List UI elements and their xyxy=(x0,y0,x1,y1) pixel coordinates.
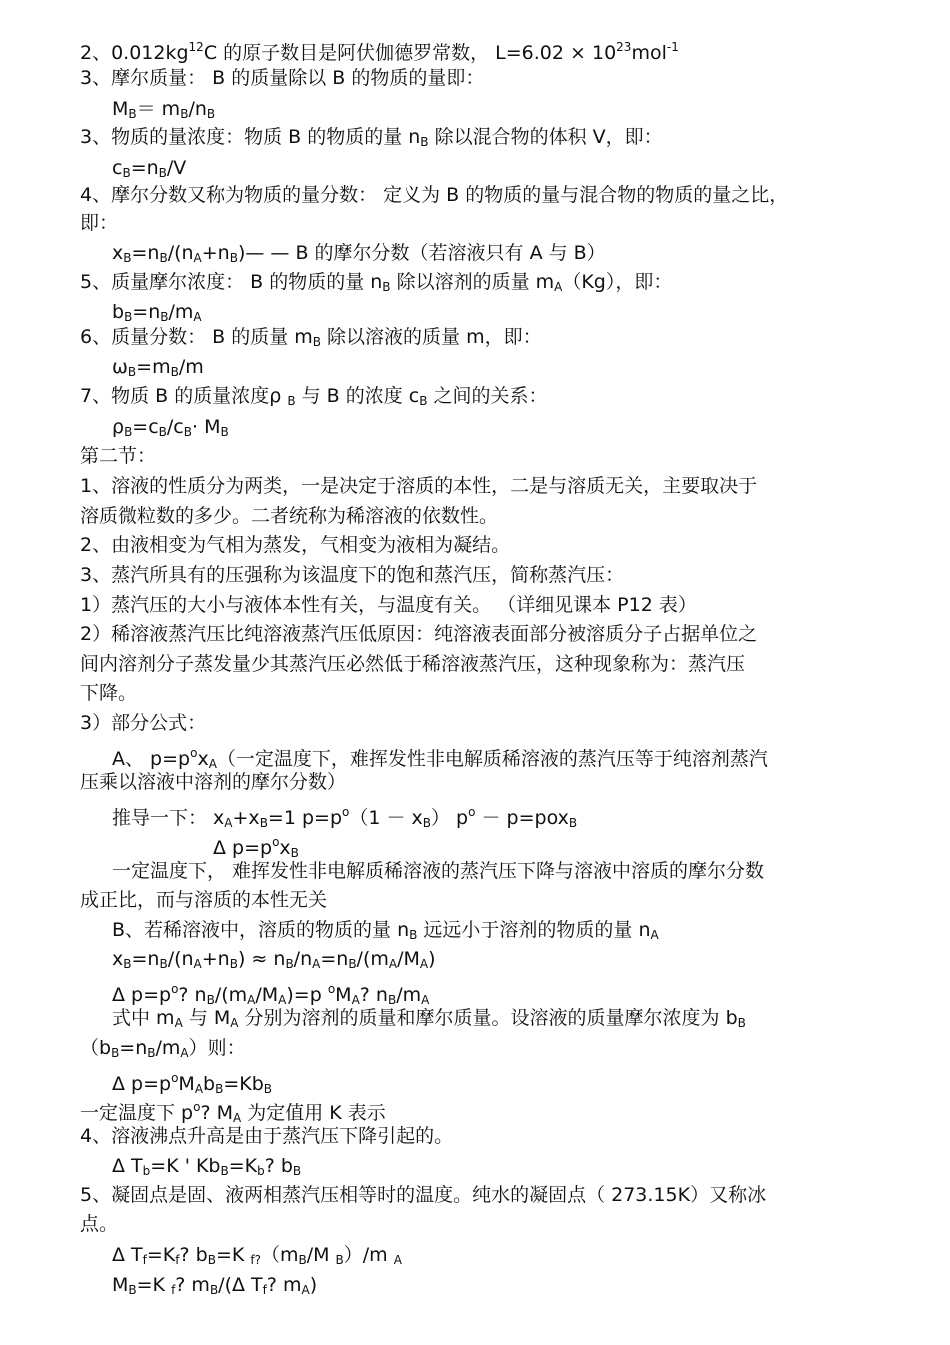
text-line: B、若稀溶液中，溶质的物质的量 nB 远远小于溶剂的物质的量 nA xyxy=(112,919,659,942)
text-line: 即： xyxy=(80,212,119,234)
formula-line: Δ Tf=Kf? bB=K f?（mB/M B）/m A xyxy=(112,1244,402,1267)
text-line: 3、蒸汽所具有的压强称为该温度下的饱和蒸汽压，简称蒸汽压： xyxy=(80,564,625,586)
text-line: 点。 xyxy=(80,1213,119,1235)
text-line: 下降。 xyxy=(80,682,138,704)
text-line: 间内溶剂分子蒸发量少其蒸汽压必然低于稀溶液蒸汽压，这种现象称为：蒸汽压 xyxy=(80,653,746,675)
formula-line: MB＝ mB/nB xyxy=(112,98,216,121)
formula-line: xB=nB/(nA+nB)— — B 的摩尔分数（若溶液只有 A 与 B） xyxy=(112,242,606,265)
text-line: 一定温度下， 难挥发性非电解质稀溶液的蒸汽压下降与溶液中溶质的摩尔分数 xyxy=(112,860,765,882)
formula-line: Δ $p=p^o$? nB/(mA/MA)=p $^o$MA? nB/mA xyxy=(112,982,430,1007)
formula-line: Δ Tb=K ' KbB=Kb? bB xyxy=(112,1155,302,1178)
formula-line: Δ $p=p^oxB$ xyxy=(213,835,299,860)
formula-line: MB=K f? mB/(Δ Tf? mA) xyxy=(112,1274,318,1297)
text-line: 2）稀溶液蒸汽压比纯溶液蒸汽压低原因：纯溶液表面部分被溶质分子占据单位之 xyxy=(80,623,758,645)
text-line: 3）部分公式： xyxy=(80,712,207,734)
text-line: （bB=nB/mA）则： xyxy=(80,1037,246,1060)
formula-line: bB=nB/mA xyxy=(112,301,202,324)
text-line: 4、摩尔分数又称为物质的量分数： 定义为 B 的物质的量与混合物的物质的量之比， xyxy=(80,184,789,206)
text-line: 5、质量摩尔浓度： B 的物质的量 nB 除以溶剂的质量 mA（Kg），即： xyxy=(80,271,673,294)
text-line: 成正比，而与溶质的本性无关 xyxy=(80,889,328,911)
text-line: A、 $p=p^oxA$（一定温度下，难挥发性非电解质稀溶液的蒸汽压等于纯溶剂蒸汽 xyxy=(112,746,768,771)
formula-line: ρB=cB/cB· MB xyxy=(112,416,229,439)
text-line: 2、由液相变为气相为蒸发，气相变为液相为凝结。 xyxy=(80,534,511,556)
text-line: 1、溶液的性质分为两类，一是决定于溶质的本性，二是与溶质无关，主要取决于 xyxy=(80,475,758,497)
formula-line: 推导一下： xA+xB=1 $p=p^o(1 - xB) p^o$ － p=poxB xyxy=(112,805,578,830)
text-line: 6、质量分数： B 的质量 mB 除以溶液的质量 m，即： xyxy=(80,326,542,349)
text-line: 7、物质 B 的质量浓度ρ B 与 B 的浓度 cB 之间的关系： xyxy=(80,385,548,408)
section-heading: 第二节： xyxy=(80,445,157,467)
formula-line: xB=nB/(nA+nB) ≈ nB/nA=nB/(mA/MA) xyxy=(112,948,436,971)
text-line: 3、摩尔质量： B 的质量除以 B 的物质的量即： xyxy=(80,67,485,89)
text-line: 一定温度下 $p^o$? MA 为定值用 K 表示 xyxy=(80,1100,386,1125)
formula-line: ωB=mB/m xyxy=(112,356,204,379)
text-line: 式中 mA 与 MA 分别为溶剂的质量和摩尔质量。设溶液的质量摩尔浓度为 bB xyxy=(112,1007,746,1030)
formula-line: cB=nB/V xyxy=(112,157,187,180)
text-line: 3、物质的量浓度：物质 B 的物质的量 nB 除以混合物的体积 V，即： xyxy=(80,126,663,149)
text-line: 1）蒸汽压的大小与液体本性有关，与温度有关。 （详细见课本 P12 表） xyxy=(80,594,697,616)
text-line: 压乘以溶液中溶剂的摩尔分数） xyxy=(80,771,347,793)
text-line: 5、凝固点是固、液两相蒸汽压相等时的温度。纯水的凝固点（ 273.15K）又称冰 xyxy=(80,1184,767,1206)
text-line: 2、$0.012kg^{12}C$ 的原子数目是阿伏伽德罗常数， $L=6.02 \times 10^{23}mol^{-1}$ xyxy=(80,40,679,64)
text-line: 4、溶液沸点升高是由于蒸汽压下降引起的。 xyxy=(80,1125,454,1147)
formula-line: Δ $p=p^oMAbB=KbB$ xyxy=(112,1071,273,1096)
text-line: 溶质微粒数的多少。二者统称为稀溶液的依数性。 xyxy=(80,505,499,527)
